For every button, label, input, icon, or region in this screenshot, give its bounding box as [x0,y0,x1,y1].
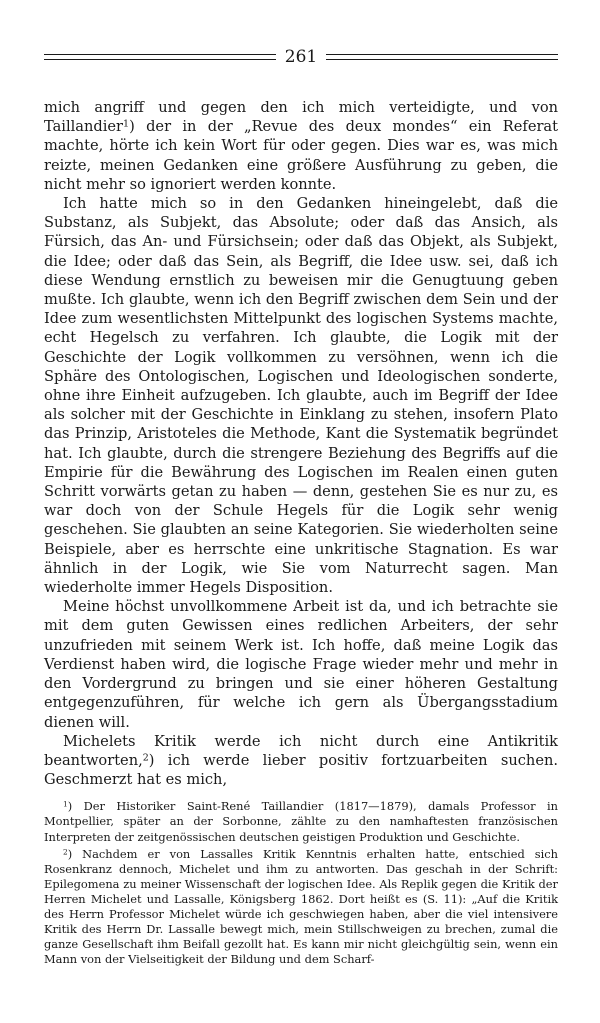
header-rule-left [44,54,276,60]
footnote-text: ) Der Historiker Saint-René Taillandier (1817—1879), damals Professor in Montpellier, später an der Sorbonne, zählte zu den namhaftesten französischen Interpreten der zeitgenössischen deutschen geistigen Produktion und Geschichte. [44,799,558,844]
footnote-marker: 2 [63,846,68,856]
page-number: 261 [284,47,318,67]
footnote-marker: 1 [63,799,68,809]
paragraph-text: mich angriff und gegen den ich mich verteidigte, und von Taillandier [44,99,558,136]
paragraph-text: Michelets Kritik werde ich nicht durch eine Antikritik beantworten, [44,732,558,769]
paragraph [44,597,558,731]
footnotes [44,799,558,967]
paragraph-text: ) der in der „Revue des deux mondes“ ein Referat machte, hörte ich kein Wort für oder gegen. Dies war es, was mich reizte, meinen Gedanken eine größere Ausführung zu geben, die nicht mehr so ignoriert werden konnte. [44,118,558,193]
body-text [44,98,558,789]
footnote-text: ) Nachdem er von Lassalles Kritik Kenntnis erhalten hatte, entschied sich Rosenkranz dennoch, Michelet und ihm zu antworten. Das geschah in der Schrift: Epilegomena zu meiner Wissenschaft der logischen Idee. Als Replik gegen die Kritik der Herren Michelet und Lassalle, Königsberg 1862. Dort heißt es (S. 11): „Auf die Kritik des Herrn Professor Michelet würde ich geschwiegen haben, aber die viel intensivere Kritik des Herrn Dr. Lassalle bewegt mich, mein Stillschweigen zu brechen, zumal die ganze Gesellschaft ihm Beifall gezollt hat. Es kann mir nicht gleichgültig sein, wenn ein Mann von der Vielseitigkeit der Bildung und dem Scharf- [44,846,558,967]
footnote [44,799,558,844]
book-page [44,40,558,967]
footnote-separator [44,789,558,799]
page-header [44,40,558,74]
footnote-reference: 1 [123,118,130,130]
footnote [44,847,558,968]
paragraph [44,98,558,194]
paragraph-text: ) ich werde lieber positiv fortzuarbeiten suchen. Geschmerzt hat es mich, [44,751,558,789]
paragraph [44,732,558,790]
paragraph-text: Meine höchst unvollkommene Arbeit ist da, und ich betrachte sie mit dem guten Gewissen eines redlichen Arbeiters, der sehr unzufrieden mit seinem Werk ist. Ich hoffe, daß meine Logik das Verdienst haben wird, die logische Frage wieder mehr und mehr in den Vordergrund zu bringen und sie einer höheren Gestaltung entgegenzuführen, für welche ich gern als Übergangsstadium dienen will. [44,598,558,731]
paragraph [44,194,558,597]
header-rule-right [326,54,558,60]
footnote-reference: 2 [142,752,149,764]
paragraph-text: Ich hatte mich so in den Gedanken hineingelebt, daß die Substanz, als Subjekt, das Absolute; oder daß das Ansich, als Fürsich, das An- und Fürsichsein; oder daß das Objekt, als Subjekt, die Idee; oder daß das Sein, als Begriff, die Idee usw. sei, daß ich diese Wendung ernstlich zu beweisen mir die Genugtuung geben mußte. Ich glaubte, wenn ich den Begriff zwischen dem Sein und der Idee zum wesentlichsten Mittelpunkt des logischen Systems machte, echt Hegelsch zu verfahren. Ich glaubte, die Logik mit der Geschichte der Logik vollkommen zu versöhnen, wenn ich die Sphäre des Ontologischen, Logischen und Ideologischen sonderte, ohne ihre Einheit aufzugeben. Ich glaubte, auch im Begriff der Idee als solcher mit der Geschichte in Einklang zu stehen, insofern Plato das Prinzip, Aristoteles die Methode, Kant die Systematik begründet hat. Ich glaubte, durch die strengere Beziehung des Begriffs auf die Empirie für die Bewährung des Logischen im Realen einen guten Schritt vorwärts getan zu haben — denn, gestehen Sie es nur zu, es war doch von der Schule Hegels für die Logik sehr wenig geschehen. Sie glaubten an seine Kategorien. Sie wiederholten seine Beispiele, aber es herrschte eine unkritische Stagnation. Es war ähnlich in der Logik, wie Sie vom Naturrecht sagen. Man wiederholte immer Hegels Disposition. [44,195,558,597]
